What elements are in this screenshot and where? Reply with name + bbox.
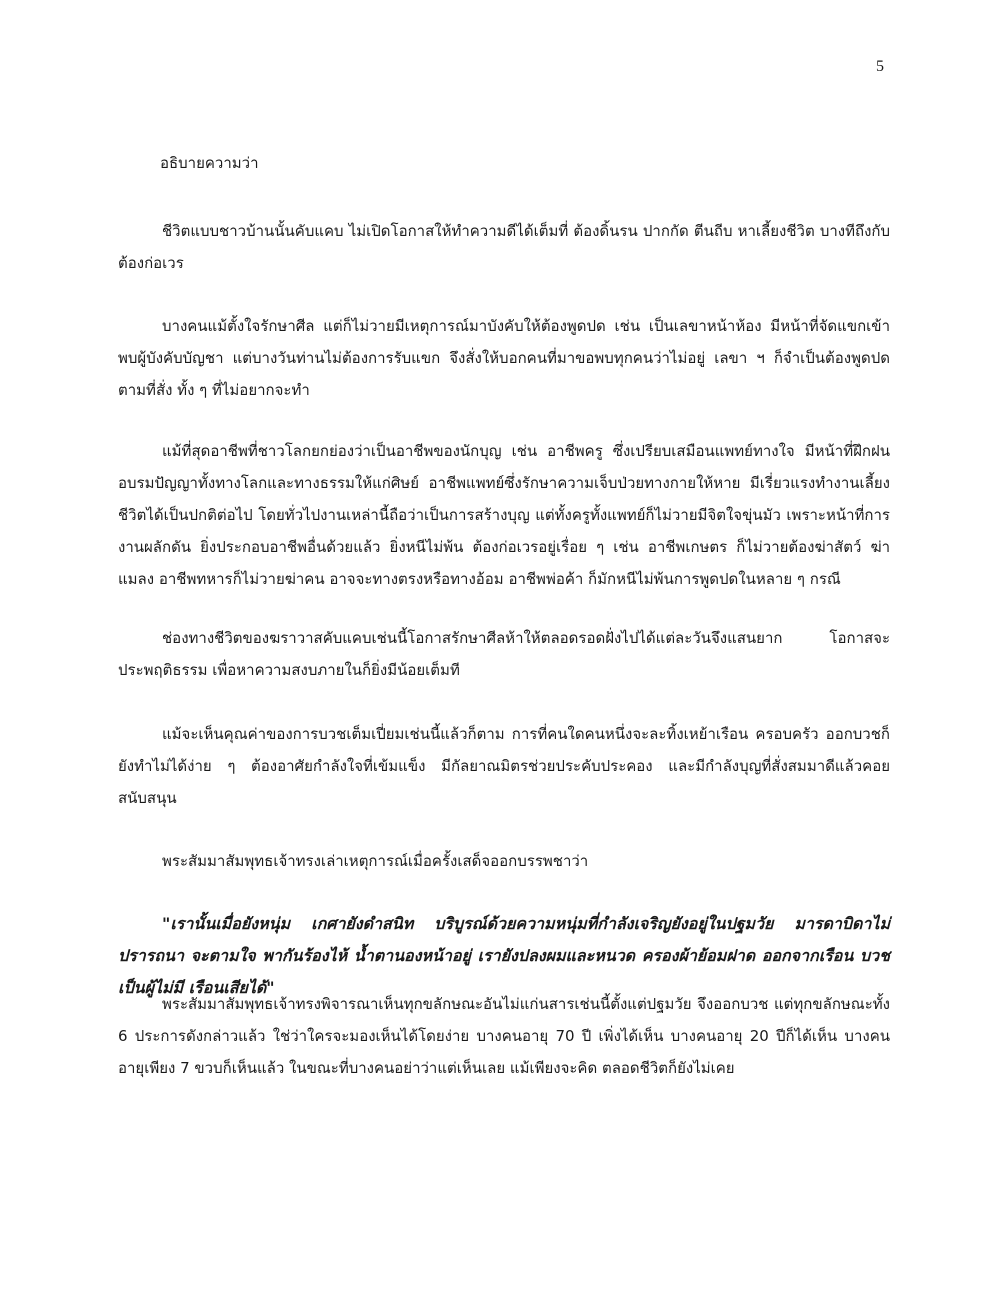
page-number: 5	[876, 58, 884, 75]
paragraph-3: แม้ที่สุดอาชีพที่ชาวโลกยกย่องว่าเป็นอาชีพของนักบุญ เช่น อาชีพครู ซึ่งเปรียบเสมือนแพทย์ทางใจ มีหน้าที่ฝึกฝนอบรมปัญญาทั้งทางโลกและทางธรรมให้แก่ศิษย์ อาชีพแพทย์ซึ่งรักษาความเจ็บป่วยทางกายให้หาย มีเรี่ยวแรงทำงานเลี้ยงชีวิตได้เป็นปกติต่อไป โดยทั่วไปงานเหล่านี้ถือว่าเป็นการสร้างบุญ แต่ทั้งครูทั้งแพทย์ก็ไม่วายมีจิตใจขุ่นมัว เพราะหน้าที่การงานผลักดัน ยิ่งประกอบอาชีพอื่นด้วยแล้ว ยิ่งหนีไม่พ้น ต้องก่อเวรอยู่เรื่อย ๆ เช่น อาชีพเกษตร ก็ไม่วายต้องฆ่าสัตว์ ฆ่าแมลง อาชีพทหารก็ไม่วายฆ่าคน อาจจะทางตรงหรือทางอ้อม อาชีพพ่อค้า ก็มักหนีไม่พ้นการพูดปดในหลาย ๆ กรณี	[118, 442, 890, 588]
paragraph-5: แม้จะเห็นคุณค่าของการบวชเต็มเปี่ยมเช่นนี้แล้วก็ตาม การที่คนใดคนหนึ่งจะละทิ้งเหย้าเรือน ครอบครัว ออกบวชก็ยังทำไม่ได้ง่าย ๆ ต้องอาศัยกำลังใจที่เข้มแข็ง มีกัลยาณมิตรช่วยประคับประคอง และมีกำลังบุญที่สั่งสมมาดีแล้วคอยสนับสนุน	[118, 725, 890, 807]
paragraph-8: พระสัมมาสัมพุทธเจ้าทรงพิจารณาเห็นทุกขลักษณะอันไม่แก่นสารเช่นนี้ตั้งแต่ปฐมวัย จึงออกบวช แต่ทุกขลักษณะทั้ง 6 ประการดังกล่าวแล้ว ใช่ว่าใครจะมองเห็นได้โดยง่าย บางคนอายุ 70 ปี เพิ่งได้เห็น บางคนอายุ 20 ปีก็ได้เห็น บางคนอายุเพียง 7 ขวบก็เห็นแล้ว ในขณะที่บางคนอย่าว่าแต่เห็นเลย แม้เพียงจะคิด ตลอดชีวิตก็ยังไม่เคย	[118, 995, 890, 1077]
paragraph-1: ชีวิตแบบชาวบ้านนั้นคับแคบ ไม่เปิดโอกาสให้ทำความดีได้เต็มที่ ต้องดิ้นรน ปากกัด ตีนถีบ หาเลี้ยงชีวิต บางทีถึงกับต้องก่อเวร	[118, 222, 890, 272]
quote-paragraph: "เรานั้นเมื่อยังหนุ่ม เกศายังดำสนิท บริบูรณ์ด้วยความหนุ่มที่กำลังเจริญยังอยู่ในปฐมวัย มารดาบิดาไม่ปรารถนา จะตามใจ พากันร้องไห้ น้ำตานองหน้าอยู่ เรายังปลงผมและหนวด ครองผ้าย้อมฝาด ออกจากเรือน บวชเป็นผู้ไม่มี เรือนเสียได้"	[118, 914, 890, 997]
paragraph-4: ช่องทางชีวิตของฆราวาสคับแคบเช่นนี้โอกาสรักษาศีลห้าให้ตลอดรอดฝั่งไปได้แต่ละวันจึงแสนยาก โอกาสจะประพฤติธรรม เพื่อหาความสงบภายในก็ยิ่งมีน้อยเต็มที	[118, 629, 890, 679]
paragraph-2: บางคนแม้ตั้งใจรักษาศีล แต่ก็ไม่วายมีเหตุการณ์มาบังคับให้ต้องพูดปด เช่น เป็นเลขาหน้าห้อง มีหน้าที่จัดแขกเข้าพบผู้บังคับบัญชา แต่บางวันท่านไม่ต้องการรับแขก จึงสั่งให้บอกคนที่มาขอพบทุกคนว่าไม่อยู่ เลขา ฯ ก็จำเป็นต้องพูดปดตามที่สั่ง ทั้ง ๆ ที่ไม่อยากจะทำ	[118, 317, 890, 399]
section-heading: อธิบายความว่า	[160, 154, 259, 172]
paragraph-6: พระสัมมาสัมพุทธเจ้าทรงเล่าเหตุการณ์เมื่อครั้งเสด็จออกบรรพชาว่า	[162, 852, 589, 870]
